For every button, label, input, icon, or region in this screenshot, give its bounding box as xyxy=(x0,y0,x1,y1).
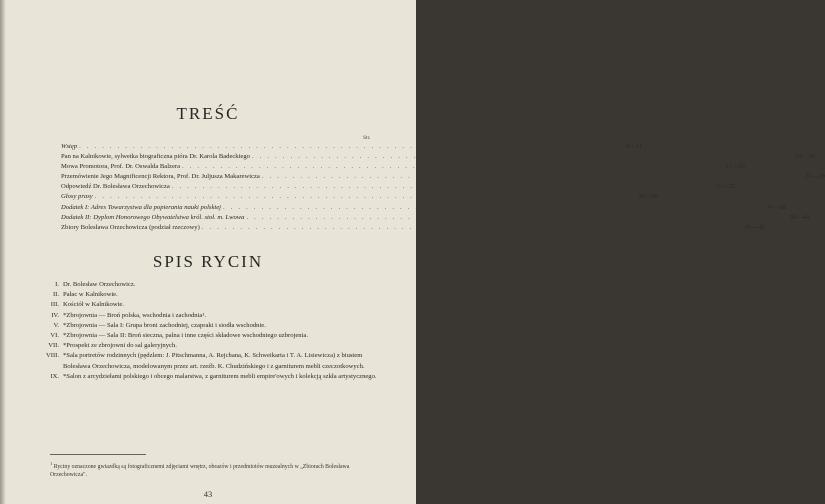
toc-entry-title: Pan na Kalnikowie, sylwetka biograficzna pióra Dr. Karola Badeckiego xyxy=(61,153,250,161)
figure-number: IX. xyxy=(50,372,59,380)
figure-number: II. xyxy=(52,291,59,299)
table-of-contents xyxy=(61,142,825,233)
figure-number: V. xyxy=(53,321,59,329)
toc-entry xyxy=(61,223,765,233)
toc-entry-title: Głosy prasy xyxy=(61,193,93,201)
toc-leader-dots: . . . . . . . . . . . . . . . . . . . . . . . . . . . . . . . . . . . . . . . . . . . . . . . . . . . . . . . . . . . . . . . . . . . . . . xyxy=(171,183,707,191)
toc-entry xyxy=(61,142,643,152)
toc-entry-pages: 13—20 xyxy=(795,153,815,161)
toc-entry-title: Wstęp xyxy=(61,143,78,150)
toc-entry xyxy=(61,152,815,162)
figures-heading: SPIS RYCIN xyxy=(152,252,264,271)
toc-entry xyxy=(61,203,786,213)
toc-leader-dots: . . . . . . . . . . . . . . . . . . . . . . . . . . . . . . . . . . . . . . . . . . . . . . . . . . . . . . . . . . . . . . . . . . . . . . xyxy=(94,193,630,201)
toc-leader-dots: . . . . . . . . . . . . . . . . . . . . . . . . . . . . . . . . . . . . . . . . . . . . . . . . . . . . . . . . . . . . . . . . . . . . . . xyxy=(251,153,787,161)
toc-entry-pages: 41—42 xyxy=(744,223,765,231)
toc-leader-dots: . . . . . . . . . . . . . . . . . . . . . . . . . . . . . . . . . . . . . . . . . . . . . . . . . . . . . . . . . . . . . . . . . . . . . . xyxy=(246,213,782,221)
toc-entry-title: Przemówienie Jego Magnificencji Rektora, Prof. Dr. Juljusza Makarewicza xyxy=(61,173,260,181)
figure-number: VIII. xyxy=(46,352,59,360)
figure-entry xyxy=(31,341,387,351)
figure-entry xyxy=(31,290,387,300)
toc-heading: TREŚĆ xyxy=(176,104,240,123)
footnote-mark: 1 xyxy=(50,461,53,466)
toc-entry-title: Dodatek I: Adres Towarzystwa dla popierania nauki polskiej xyxy=(61,203,222,211)
figure-entry xyxy=(31,351,387,371)
toc-entry-pages: 33—36 xyxy=(637,193,658,201)
figure-number: VII. xyxy=(48,342,59,350)
footnote-text: Ryciny oznaczone gwiazdką są fotograficznemi zdjęciami wnętrz, obrazów i przedmiotów muzealnych w „Zbiorach Bolesława Orzechowicza". xyxy=(50,463,350,479)
toc-entry-title: Mowa Promotora, Prof. Dr. Oswalda Balzera xyxy=(61,163,181,171)
toc-entry-pages: 39—40 xyxy=(789,213,810,221)
figure-caption: *Sala portretów rodzinnych (pędzlem: J. Pitschmanna, A. Rejchana, K. Schweikarta i T. A. Lisiewicza) z biustem Bolesława Orzechowicza, modelowanym przez art. rzeźb. K. Chudzińskiego i z garniturem mebli czeczotkowych. xyxy=(63,352,365,370)
toc-leader-dots: . . . . . . . . . . . . . . . . . . . . . . . . . . . . . . . . . . . . . . . . . . . . . . . . . . . . . . . . . . . . . . . . . . . . . . xyxy=(201,223,737,231)
figure-number: I. xyxy=(55,281,59,288)
toc-entry xyxy=(61,182,735,192)
figure-caption: *Prospekt ze zbrojowni do sal galeryjnych. xyxy=(63,342,177,350)
toc-entry-pages: 21—25 xyxy=(725,163,745,171)
figure-entry xyxy=(31,372,387,382)
figure-caption: *Salon z arcydziełami polskiego i obcego malarstwa, z garniturem mebli empire'owych i kolekcją szkła artystycznego. xyxy=(63,372,377,380)
toc-entry-pages: 9—11 xyxy=(625,143,643,150)
list-of-figures xyxy=(31,280,387,382)
toc-entry-title: Dodatek II: Dyplom Honorowego Obywatelstwa król. stoł. m. Lwowa xyxy=(61,213,245,221)
toc-entry-title: Odpowiedź Dr. Bolesława Orzechowicza xyxy=(61,183,170,191)
figure-number: III. xyxy=(50,301,59,309)
toc-entry-pages: 37—38 xyxy=(766,203,786,211)
figure-caption: Pałac w Kalnikowie. xyxy=(63,291,118,299)
toc-entry xyxy=(61,162,745,172)
toc-entry-pages: 31—32 xyxy=(714,183,735,191)
footnote-divider xyxy=(50,454,146,455)
page-number: 43 xyxy=(203,489,213,499)
figure-caption: *Zbrojownia — Sala I: Grupa broni zachodniej, czapraki i siodła wschodnie. xyxy=(63,321,266,329)
toc-leader-dots: . . . . . . . . . . . . . . . . . . . . . . . . . . . . . . . . . . . . . . . . . . . . . . . . . . . . . . . . . . . . . . . . . . . . . . xyxy=(182,163,717,171)
footnote xyxy=(50,460,380,479)
figure-caption: Dr. Bolesław Orzechowicz. xyxy=(63,281,136,288)
toc-leader-dots: . . . . . . . . . . . . . . . . . . . . . . . . . . . . . . . . . . . . . . . . . . . . . . . . . . . . . . . . . . . . . . . . . . . . . . xyxy=(79,143,615,150)
figure-caption: *Zbrojownia — Broń polska, wschodnia i zachodnia¹. xyxy=(63,311,206,319)
toc-leader-dots: . . . . . . . . . . . . . . . . . . . . . . . . . . . . . . . . . . . . . . . . . . . . . . . . . . . . . . . . . . . . . . . . . . . . . . xyxy=(223,203,758,211)
figure-entry xyxy=(31,300,387,310)
toc-leader-dots: . . . . . . . . . . . . . . . . . . . . . . . . . . . . . . . . . . . . . . . . . . . . . . . . . . . . . . . . . . . . . . . . . . . . . . xyxy=(261,173,797,181)
figure-caption: Kościół w Kalnikowie. xyxy=(63,301,124,309)
toc-entry xyxy=(61,172,825,182)
toc-entry-title: Zbiory Bolesława Orzechowicza (podział rzeczowy) xyxy=(61,223,200,231)
figure-entry xyxy=(31,321,387,331)
figure-entry xyxy=(31,331,387,341)
figure-entry xyxy=(31,311,387,321)
figure-number: IV. xyxy=(51,311,59,319)
toc-entry xyxy=(61,192,658,202)
figure-entry xyxy=(31,280,387,290)
pages-column-label: Str. xyxy=(363,135,371,141)
toc-entry-pages: 27—29 xyxy=(805,173,825,181)
figure-number: VI. xyxy=(50,332,59,340)
toc-entry xyxy=(61,213,810,223)
figure-caption: *Zbrojownia — Sala II: Broń sieczna, palna i inne części składowe wschodniego uzbrojenia. xyxy=(63,332,308,340)
